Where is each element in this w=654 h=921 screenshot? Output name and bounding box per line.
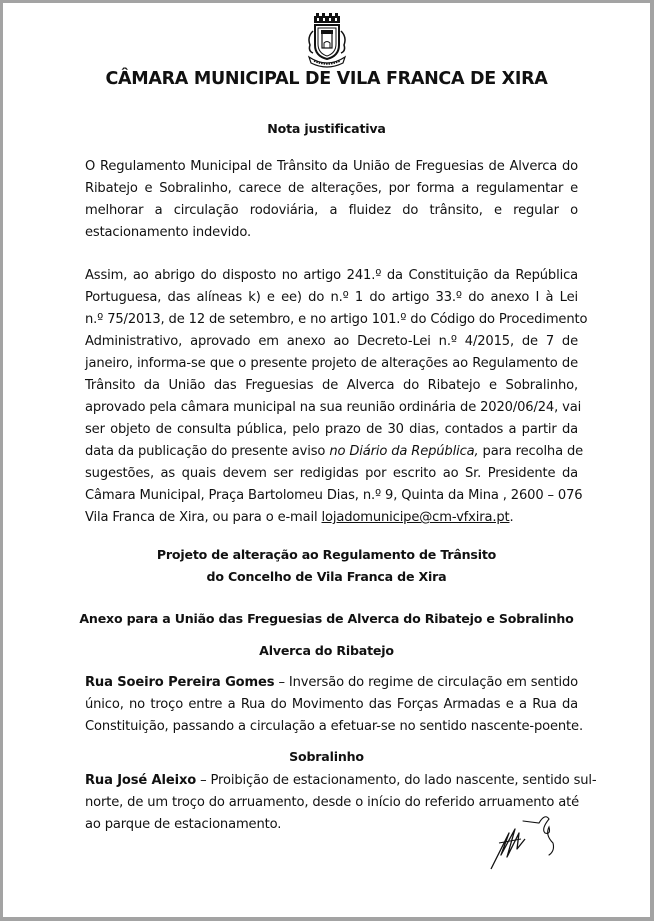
- text-line: ao parque de estacionamento.: [85, 817, 282, 832]
- text-line: [85, 672, 578, 694]
- text-line: [85, 507, 578, 529]
- text-line: norte, de um troço do arruamento, desde o início do referido arruamento até: [85, 795, 580, 810]
- project-title-line-2: do Concelho de Vila Franca de Xira: [206, 569, 447, 584]
- email-link[interactable]: lojadomunicipe@cm-vfxira.pt: [321, 510, 510, 525]
- handwritten-signature-icon: [487, 799, 577, 879]
- text-line: estacionamento indevido.: [85, 225, 251, 240]
- text-segment: .: [509, 510, 514, 525]
- text-segment: Vila Franca de Xira, ou para o e-mail: [85, 510, 322, 525]
- text-line: [85, 770, 597, 792]
- text-line: n.º 75/2013, de 12 de setembro, e no artigo 101.º do Código do Procedimento: [85, 312, 588, 327]
- section-heading-sobralinho: Sobralinho: [289, 749, 364, 764]
- text-line: O Regulamento Municipal de Trânsito da União de Freguesias de Alverca do: [85, 159, 578, 174]
- project-title-line-1: Projeto de alteração ao Regulamento de Trânsito: [156, 547, 497, 562]
- section-alverca-text: [85, 672, 583, 738]
- section-heading-alverca: Alverca do Ribatejo: [259, 643, 394, 658]
- text-line: Trânsito da União das Freguesias de Alverca do Ribatejo e Sobralinho,: [85, 378, 578, 393]
- text-segment: – Inversão do regime de circulação em sentido: [274, 675, 578, 690]
- document-title: Nota justificativa: [267, 121, 386, 136]
- text-line: [85, 441, 584, 463]
- annex-title: Anexo para a União das Freguesias de Alverca do Ribatejo e Sobralinho: [79, 611, 574, 626]
- paragraph-legal-basis: [85, 265, 588, 529]
- text-segment: – Proibição de estacionamento, do lado nascente, sentido sul-: [196, 773, 597, 788]
- text-line: Ribatejo e Sobralinho, carece de alterações, por forma a regulamentar e: [85, 181, 578, 196]
- text-segment: data da publicação do presente aviso: [85, 444, 330, 459]
- street-name: Rua Soeiro Pereira Gomes: [85, 675, 275, 690]
- paragraph-intro: [85, 156, 578, 244]
- text-line: Portuguesa, das alíneas k) e ee) do n.º 1 do artigo 33.º do anexo I à Lei: [85, 290, 578, 305]
- coat-of-arms-icon: [303, 13, 351, 69]
- publication-name: no Diário da República,: [329, 444, 479, 459]
- organization-title: CÂMARA MUNICIPAL DE VILA FRANCA DE XIRA: [105, 69, 548, 89]
- street-name: Rua José Aleixo: [85, 773, 197, 788]
- text-line: ser objeto de consulta pública, pelo prazo de 30 dias, contados a partir da: [85, 422, 578, 437]
- text-line: melhorar a circulação rodoviária, a fluidez do trânsito, e regular o: [85, 203, 578, 218]
- text-line: Constituição, passando a circulação a efetuar-se no sentido nascente-poente.: [85, 719, 583, 734]
- text-line: aprovado pela câmara municipal na sua reunião ordinária de 2020/06/24, vai: [85, 400, 582, 415]
- text-line: janeiro, informa-se que o presente projeto de alterações ao Regulamento de: [85, 356, 578, 371]
- text-line: Câmara Municipal, Praça Bartolomeu Dias, n.º 9, Quinta da Mina , 2600 – 076: [85, 488, 583, 503]
- text-segment: para recolha de: [478, 444, 584, 459]
- text-line: sugestões, as quais devem ser redigidas por escrito ao Sr. Presidente da: [85, 466, 578, 481]
- text-line: único, no troço entre a Rua do Movimento das Forças Armadas e a Rua da: [85, 697, 578, 712]
- document-page: [3, 3, 650, 917]
- text-line: Assim, ao abrigo do disposto no artigo 241.º da Constituição da República: [85, 268, 578, 283]
- text-line: Administrativo, aprovado em anexo ao Decreto-Lei n.º 4/2015, de 7 de: [85, 334, 578, 349]
